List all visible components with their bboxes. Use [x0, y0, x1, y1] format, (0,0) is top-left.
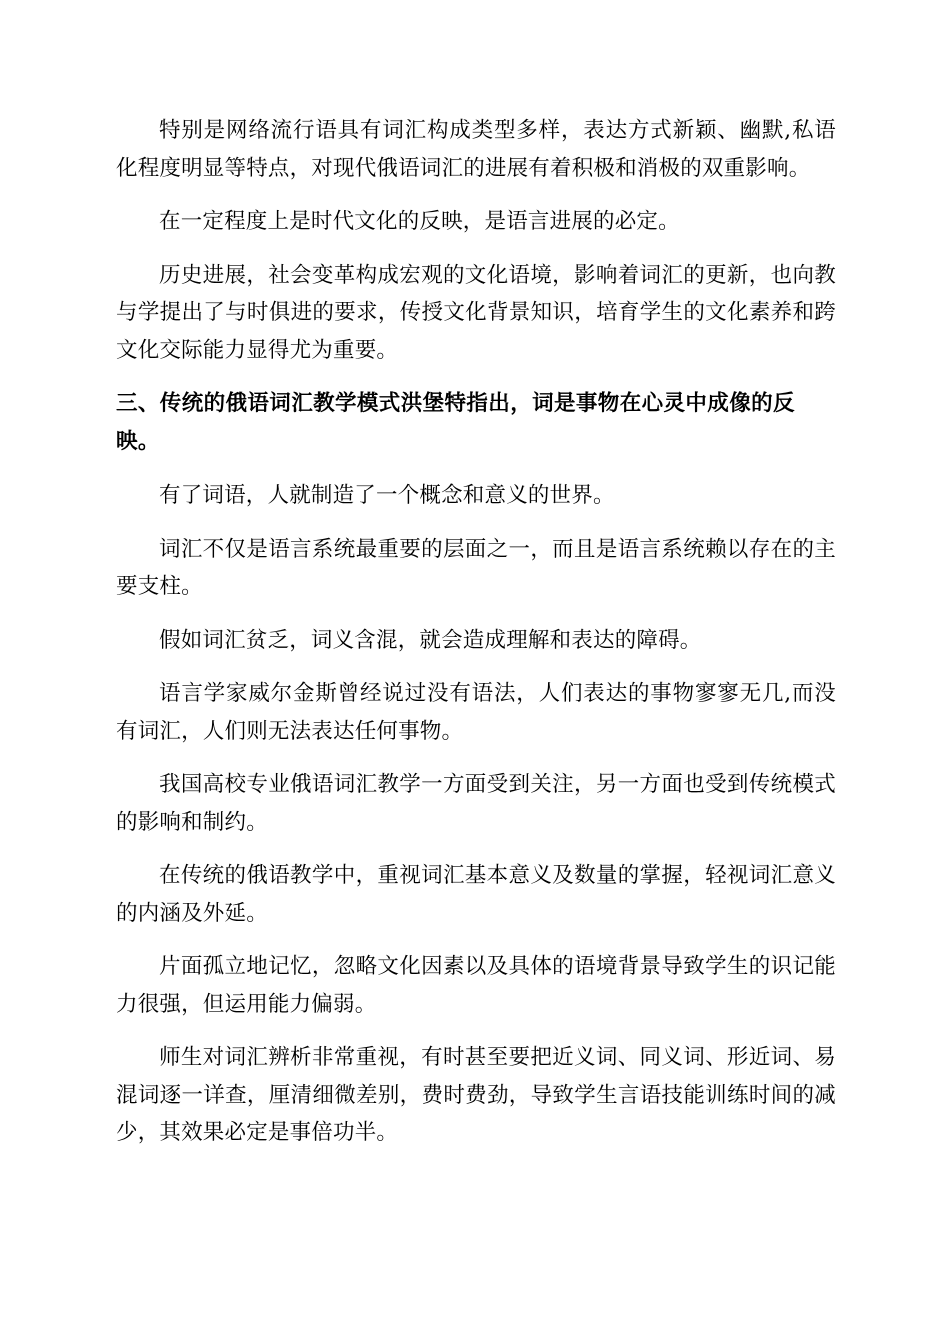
section-heading: 三、传统的俄语词汇教学模式洪堡特指出，词是事物在心灵中成像的反映。 — [116, 391, 795, 454]
body-paragraph: 在传统的俄语教学中，重视词汇基本意义及数量的掌握，轻视词汇意义的内涵及外延。 — [116, 863, 836, 926]
body-paragraph: 语言学家威尔金斯曾经说过没有语法，人们表达的事物寥寥无几,而没有词汇，人们则无法表达任何事物。 — [116, 681, 836, 744]
body-paragraph: 假如词汇贫乏，词义含混，就会造成理解和表达的障碍。 — [159, 627, 702, 653]
body-paragraph: 片面孤立地记忆，忽略文化因素以及具体的语境背景导致学生的识记能力很强，但运用能力偏弱。 — [116, 954, 836, 1017]
body-paragraph: 我国高校专业俄语词汇教学一方面受到关注，另一方面也受到传统模式的影响和制约。 — [116, 772, 836, 835]
body-paragraph: 有了词语，人就制造了一个概念和意义的世界。 — [159, 483, 615, 508]
body-paragraph: 特别是网络流行语具有词汇构成类型多样，表达方式新颖、幽默,私语化程度明显等特点，对现代俄语词汇的进展有着积极和消极的双重影响。 — [116, 118, 836, 181]
document-page — [116, 112, 836, 1168]
body-paragraph: 词汇不仅是语言系统最重要的层面之一，而且是语言系统赖以存在的主要支柱。 — [116, 536, 836, 599]
body-paragraph: 师生对词汇辨析非常重视，有时甚至要把近义词、同义词、形近词、易混词逐一详查，厘清细微差别，费时费劲，导致学生言语技能训练时间的减少，其效果必定是事倍功半。 — [116, 1045, 836, 1145]
body-paragraph: 在一定程度上是时代文化的反映，是语言进展的必定。 — [159, 209, 680, 234]
body-paragraph: 历史进展，社会变革构成宏观的文化语境，影响着词汇的更新，也向教与学提出了与时俱进的要求，传授文化背景知识，培育学生的文化素养和跨文化交际能力显得尤为重要。 — [116, 262, 836, 363]
